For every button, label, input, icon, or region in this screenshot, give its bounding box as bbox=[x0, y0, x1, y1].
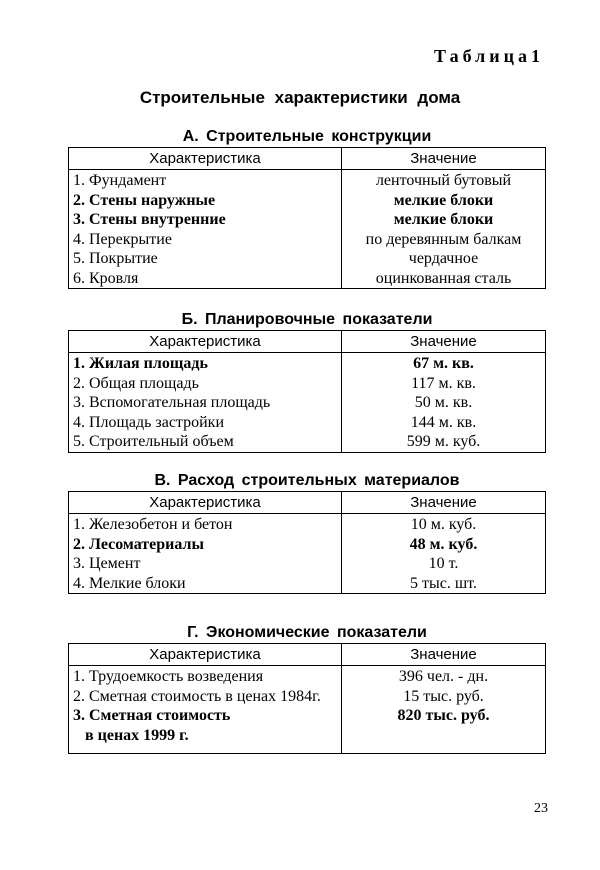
row-value: 10 м. куб. bbox=[342, 514, 546, 535]
row-name: 6. Кровля bbox=[69, 269, 342, 289]
column-header-characteristic: Характеристика bbox=[69, 644, 342, 666]
section-c-table bbox=[68, 491, 546, 594]
row-name: в ценах 1999 г. bbox=[69, 726, 342, 754]
row-name: 4. Перекрытие bbox=[69, 230, 342, 250]
row-value: 48 м. куб. bbox=[342, 535, 546, 555]
column-header-characteristic: Характеристика bbox=[69, 492, 342, 514]
column-header-value: Значение bbox=[342, 148, 546, 170]
row-value: по деревянным балкам bbox=[342, 230, 546, 250]
row-name: 3. Сметная стоимость bbox=[69, 706, 342, 726]
row-value: ленточный бутовый bbox=[342, 170, 546, 191]
row-value: 15 тыс. руб. bbox=[342, 687, 546, 707]
table-row bbox=[69, 249, 546, 269]
row-value: 144 м. кв. bbox=[342, 413, 546, 433]
row-value: мелкие блоки bbox=[342, 191, 546, 211]
row-name: 3. Цемент bbox=[69, 554, 342, 574]
section-b-caption: Б. Планировочные показатели bbox=[181, 311, 433, 328]
table-row bbox=[69, 393, 546, 413]
row-name: 3. Стены внутренние bbox=[69, 210, 342, 230]
column-header-characteristic: Характеристика bbox=[69, 148, 342, 170]
row-name: 5. Строительный объем bbox=[69, 432, 342, 452]
row-value: мелкие блоки bbox=[342, 210, 546, 230]
row-value: 599 м. куб. bbox=[342, 432, 546, 452]
table-row bbox=[69, 554, 546, 574]
row-name: 2. Сметная стоимость в ценах 1984г. bbox=[69, 687, 342, 707]
column-header-value: Значение bbox=[342, 492, 546, 514]
row-value: 396 чел. - дн. bbox=[342, 666, 546, 687]
row-value: оцинкованная сталь bbox=[342, 269, 546, 289]
row-name: 1. Трудоемкость возведения bbox=[69, 666, 342, 687]
table-header-row bbox=[69, 148, 546, 170]
row-name: 1. Железобетон и бетон bbox=[69, 514, 342, 535]
row-value: 50 м. кв. bbox=[342, 393, 546, 413]
row-name: 2. Общая площадь bbox=[69, 374, 342, 394]
table-row bbox=[69, 535, 546, 555]
table-header-row bbox=[69, 492, 546, 514]
section-d-table bbox=[68, 643, 546, 754]
row-name: 5. Покрытие bbox=[69, 249, 342, 269]
section-c-caption: В. Расход строительных материалов bbox=[154, 472, 460, 489]
row-name: 2. Лесоматериалы bbox=[69, 535, 342, 555]
column-header-value: Значение bbox=[342, 331, 546, 353]
table-row bbox=[69, 191, 546, 211]
row-value: 117 м. кв. bbox=[342, 374, 546, 394]
table-row bbox=[69, 210, 546, 230]
table-number-label: Таблица1 bbox=[434, 46, 544, 66]
table-header-row bbox=[69, 331, 546, 353]
table-row bbox=[69, 374, 546, 394]
table-row bbox=[69, 666, 546, 687]
table-row bbox=[69, 687, 546, 707]
row-value bbox=[342, 726, 546, 754]
row-name: 4. Площадь застройки bbox=[69, 413, 342, 433]
table-row bbox=[69, 230, 546, 250]
page-number: 23 bbox=[534, 801, 548, 816]
document-title: Строительные характеристики дома bbox=[139, 88, 461, 107]
section-d-caption: Г. Экономические показатели bbox=[187, 624, 427, 641]
row-name: 2. Стены наружные bbox=[69, 191, 342, 211]
table-row bbox=[69, 353, 546, 374]
table-row bbox=[69, 432, 546, 452]
table-row bbox=[69, 706, 546, 726]
section-a-caption: А. Строительные конструкции bbox=[182, 128, 432, 145]
row-value: 820 тыс. руб. bbox=[342, 706, 546, 726]
row-value: 67 м. кв. bbox=[342, 353, 546, 374]
row-value: чердачное bbox=[342, 249, 546, 269]
table-row bbox=[69, 726, 546, 754]
table-header-row bbox=[69, 644, 546, 666]
table-row bbox=[69, 413, 546, 433]
row-name: 3. Вспомогательная площадь bbox=[69, 393, 342, 413]
section-a-table bbox=[68, 147, 546, 289]
section-b-table bbox=[68, 330, 546, 453]
table-row bbox=[69, 574, 546, 594]
column-header-characteristic: Характеристика bbox=[69, 331, 342, 353]
table-row bbox=[69, 170, 546, 191]
row-name: 1. Жилая площадь bbox=[69, 353, 342, 374]
table-row bbox=[69, 269, 546, 289]
row-value: 10 т. bbox=[342, 554, 546, 574]
column-header-value: Значение bbox=[342, 644, 546, 666]
row-name: 4. Мелкие блоки bbox=[69, 574, 342, 594]
row-name: 1. Фундамент bbox=[69, 170, 342, 191]
row-value: 5 тыс. шт. bbox=[342, 574, 546, 594]
table-row bbox=[69, 514, 546, 535]
